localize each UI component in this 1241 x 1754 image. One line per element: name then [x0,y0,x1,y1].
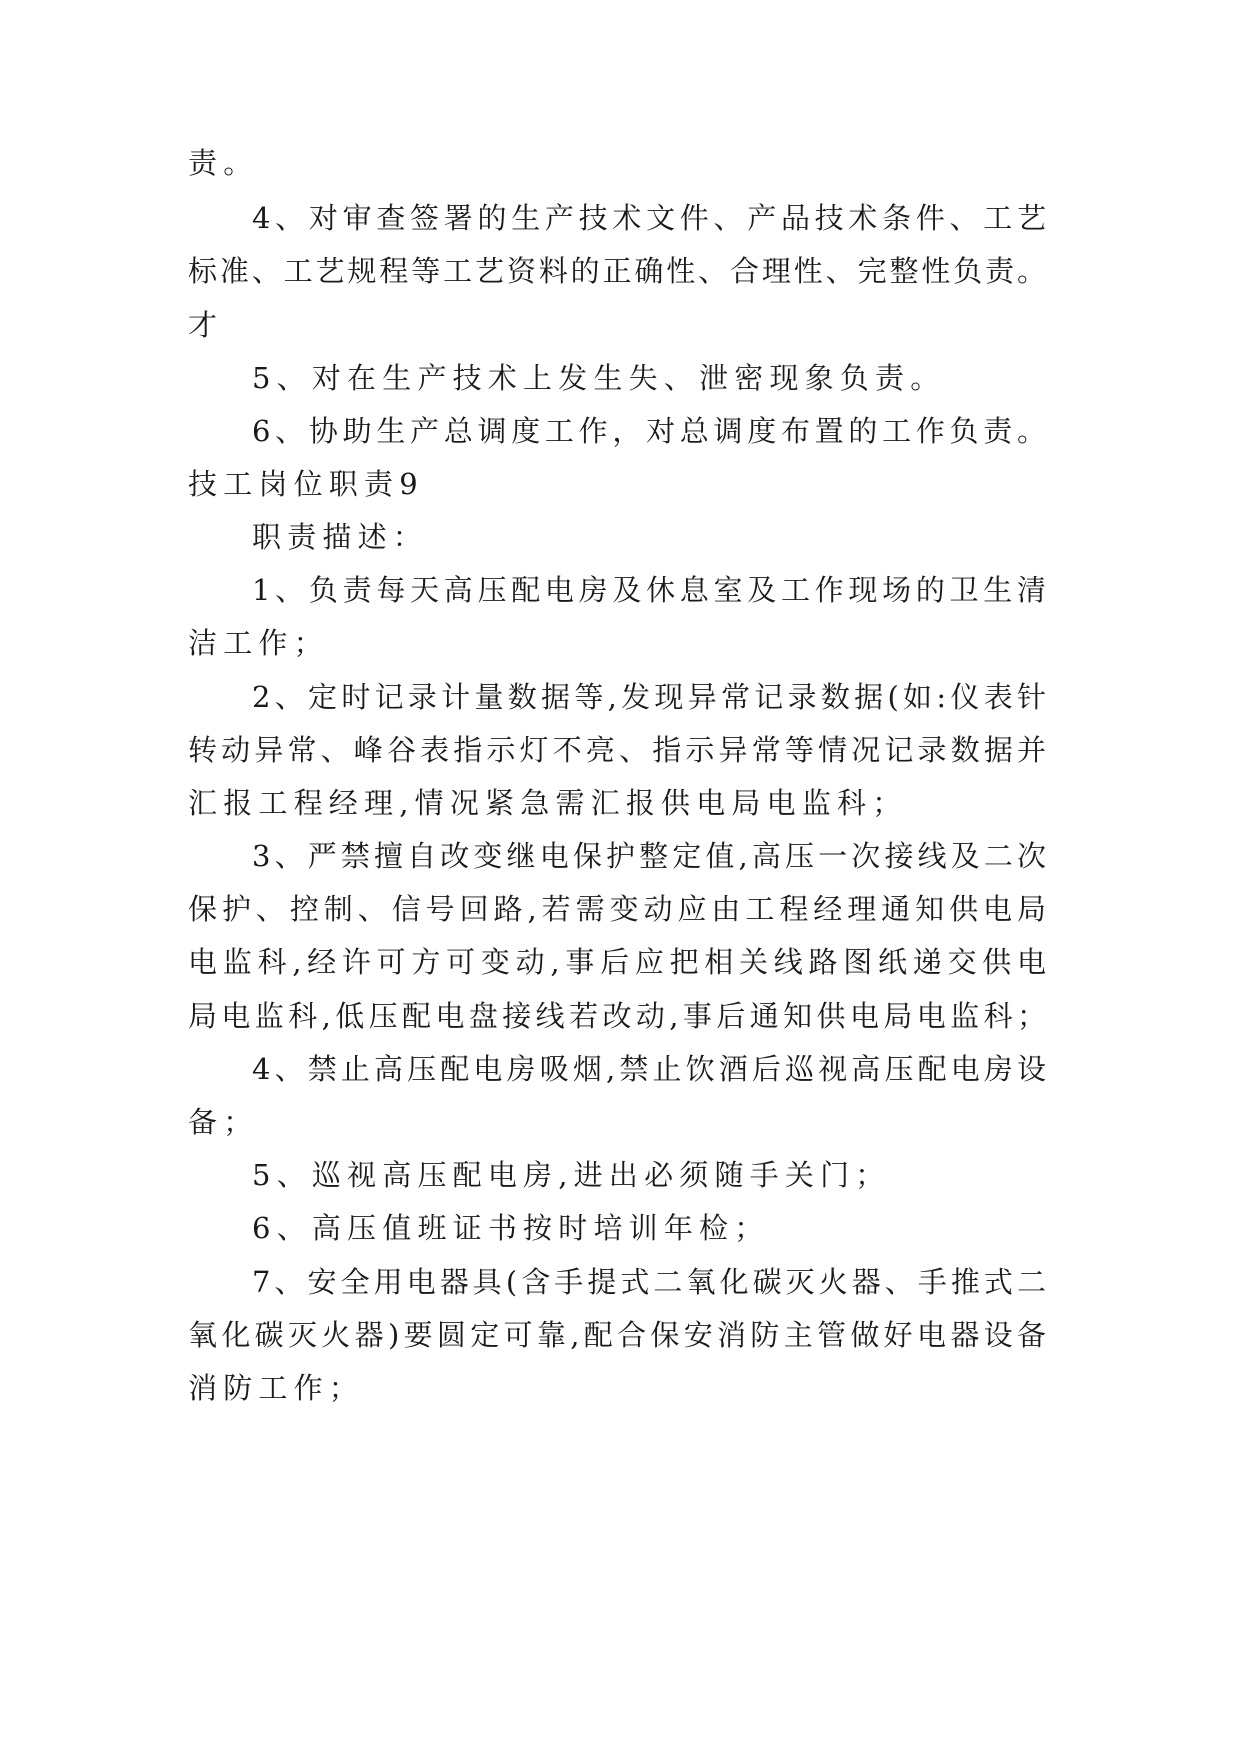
text-line: 氧化碳灭火器)要圆定可靠,配合保安消防主管做好电器设备 [188,1318,1046,1352]
text-line: 3、严禁擅自改变继电保护整定值,高压一次接线及二次 [252,839,1046,873]
text-line: 5、巡视高压配电房,进出必须随手关门； [252,1158,891,1192]
text-line: 洁工作； [188,626,329,660]
text-line: 保护、控制、信号回路,若需变动应由工程经理通知供电局 [188,892,1046,926]
text-line: 标准、工艺规程等工艺资料的正确性、合理性、完整性负责。 [188,254,1046,288]
text-line: 电监科,经许可方可变动,事后应把相关线路图纸递交供电 [188,945,1046,979]
text-line: 汇报工程经理,情况紧急需汇报供电局电监科； [188,786,908,820]
text-line: 备； [188,1105,259,1139]
text-line: 消防工作； [188,1371,365,1405]
text-line: 7、安全用电器具(含手提式二氧化碳灭火器、手推式二 [252,1265,1046,1299]
text-line: 转动异常、峰谷表指示灯不亮、指示异常等情况记录数据并 [188,733,1046,767]
text-line: 职责描述： [252,520,429,554]
text-line: 5、对在生产技术上发生失、泄密现象负责。 [252,361,946,395]
section-heading: 技工岗位职责9 [188,467,424,501]
text-line: 才 [188,308,224,342]
text-line: 局电监科,低压配电盘接线若改动,事后通知供电局电监科； [188,999,1046,1033]
text-line: 4、禁止高压配电房吸烟,禁止饮酒后巡视高压配电房设 [252,1052,1046,1086]
text-line: 4、对审查签署的生产技术文件、产品技术条件、工艺 [252,201,1046,235]
text-line: 责。 [188,146,259,180]
text-line: 1、负责每天高压配电房及休息室及工作现场的卫生清 [252,573,1046,607]
text-line: 6、协助生产总调度工作，对总调度布置的工作负责。 [252,414,1046,448]
text-line: 2、定时记录计量数据等,发现异常记录数据(如:仪表针 [252,680,1046,714]
text-line: 6、高压值班证书按时培训年检； [252,1211,770,1245]
